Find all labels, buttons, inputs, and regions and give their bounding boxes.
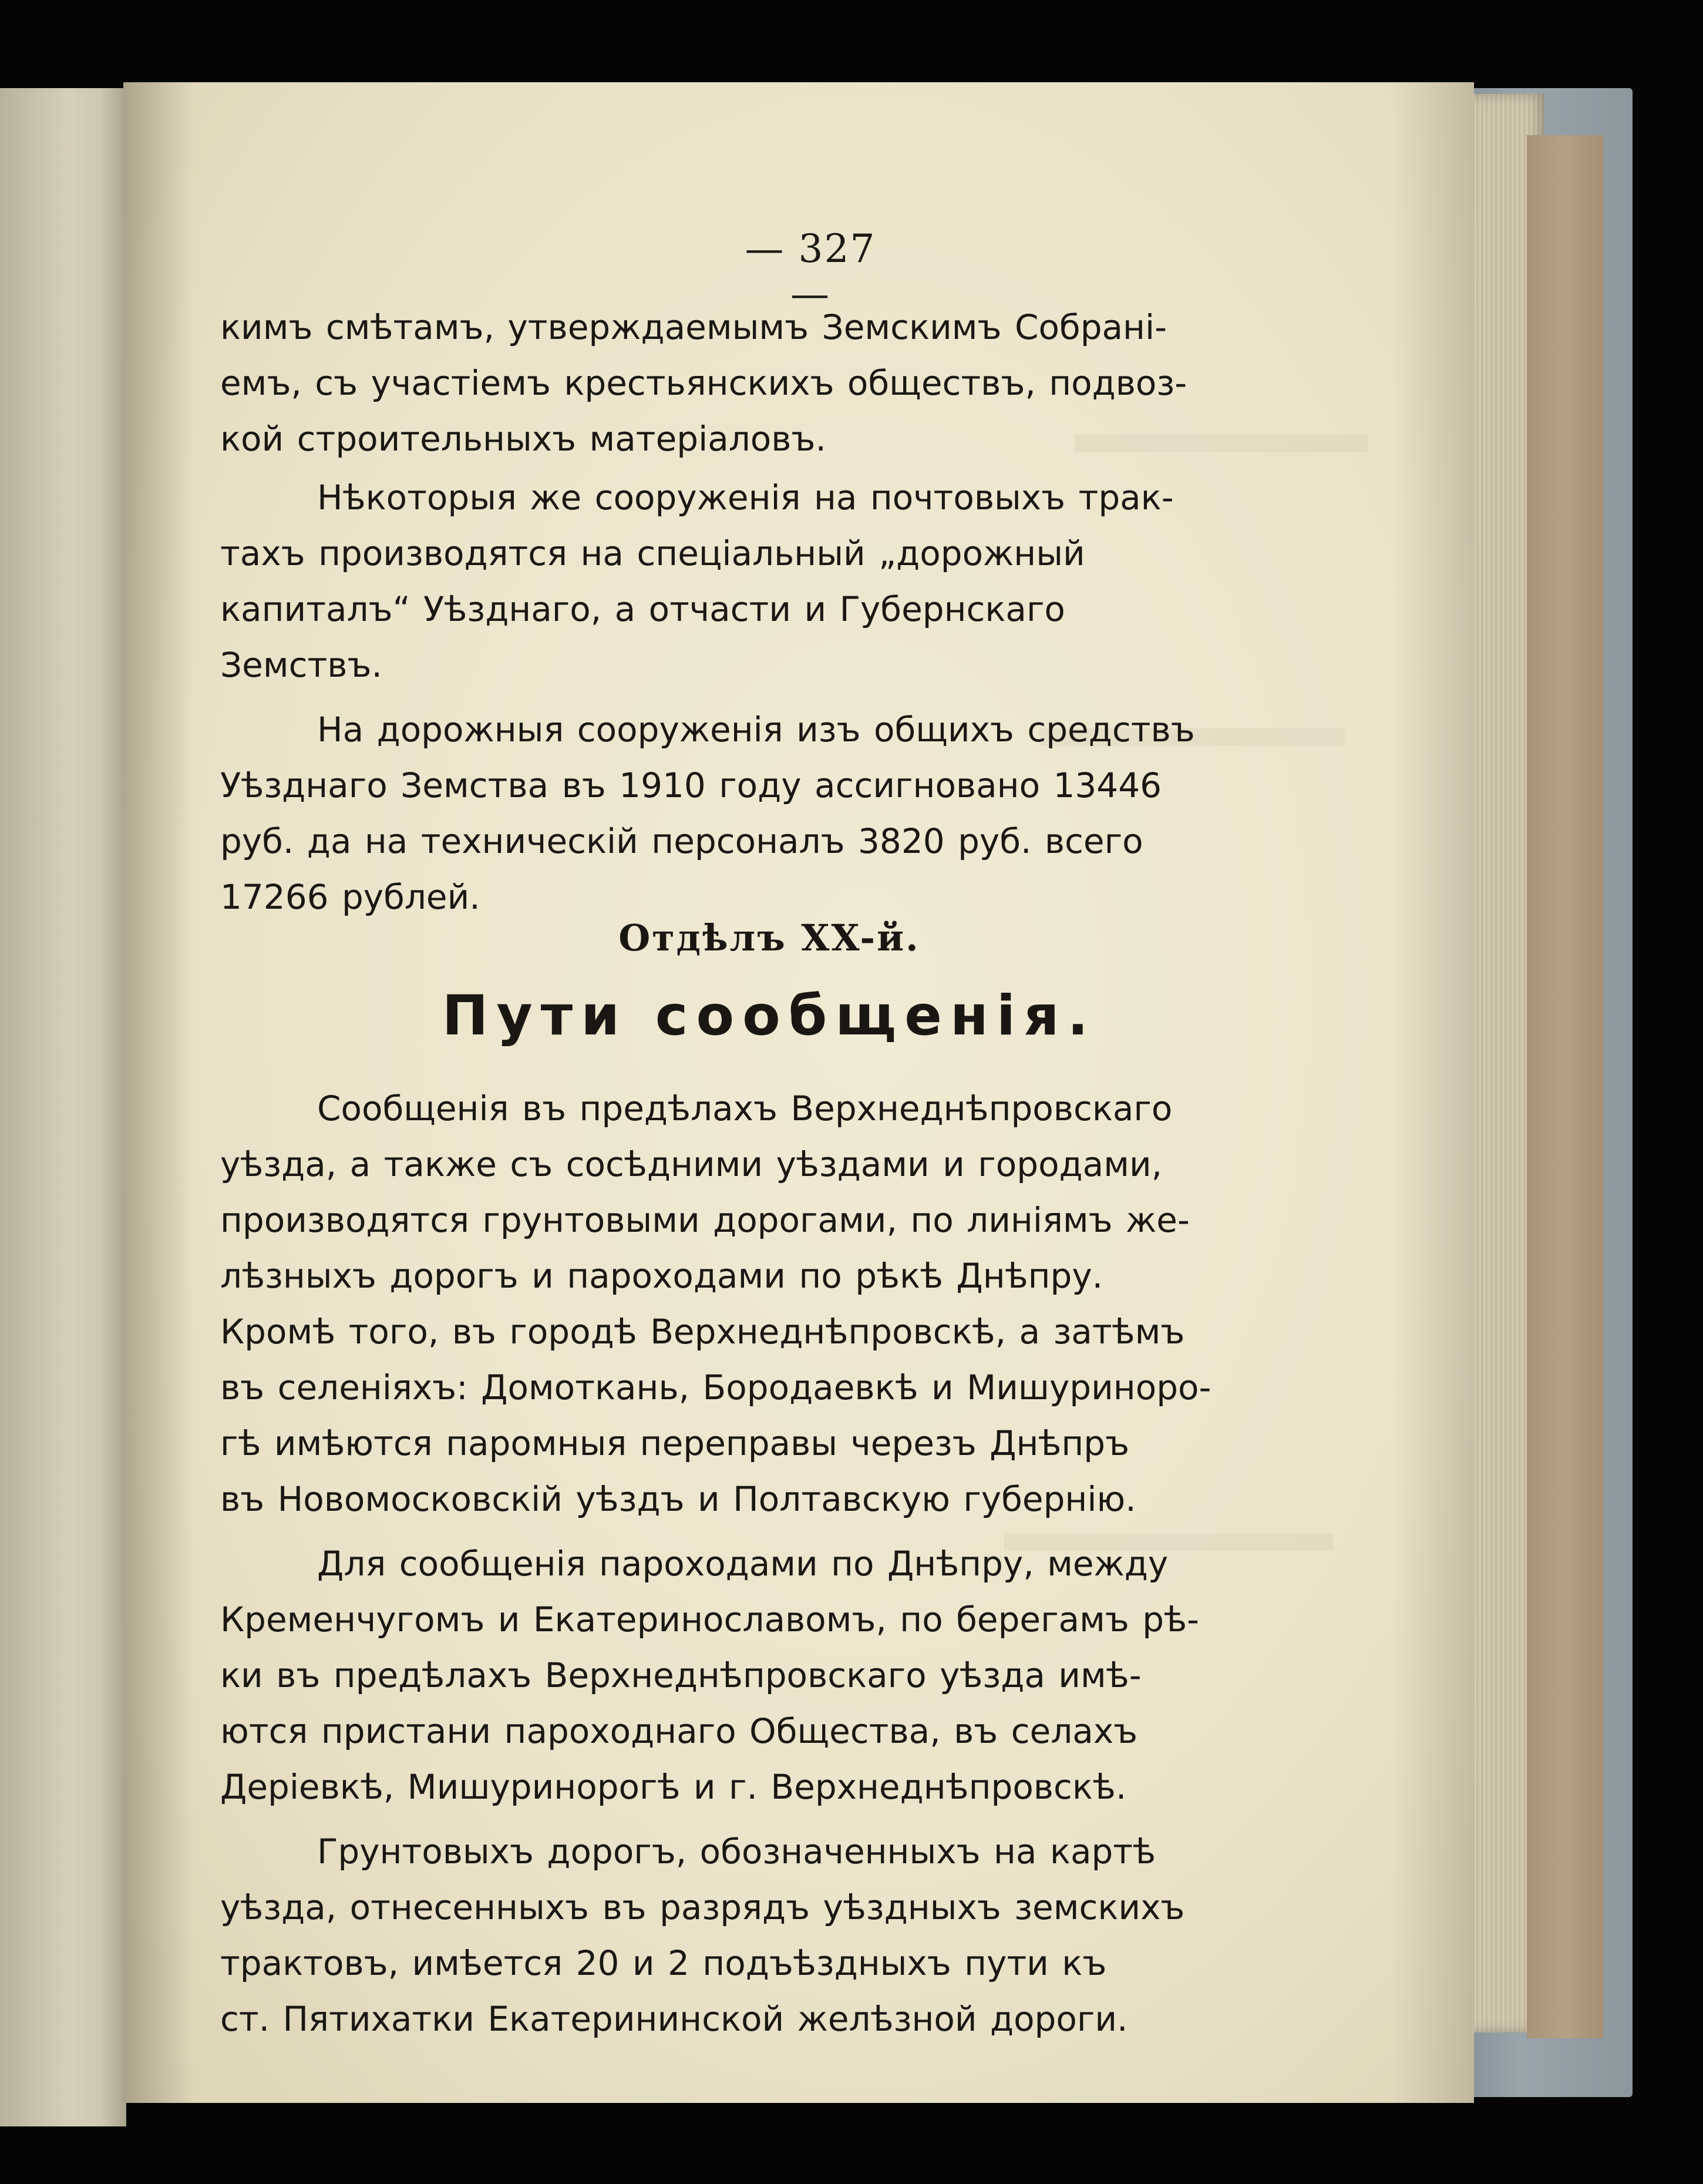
text-line: Кременчугомъ и Екатеринославомъ, по берегамъ рѣ- (220, 1600, 1199, 1639)
text-line: Для сообщенiя пароходами по Днѣпру, между (317, 1544, 1169, 1584)
text-line: кой строительныхъ матерiаловъ. (220, 419, 826, 459)
gutter-shadow (123, 82, 194, 2103)
text-line: руб. да на техническiй персоналъ 3820 руб. всего (220, 821, 1143, 861)
paragraph-continuation (220, 300, 1318, 467)
page-curve-shadow (1392, 82, 1474, 2103)
text-line: капиталъ“ Уѣзднаго, а отчасти и Губернскаго (220, 589, 1065, 629)
text-line: въ Новомосковскiй уѣздъ и Полтавскую губернiю. (220, 1479, 1136, 1519)
text-line: гѣ имѣются паромныя переправы черезъ Днѣпръ (220, 1423, 1130, 1463)
text-line: лѣзныхъ дорогъ и пароходами по рѣкѣ Днѣпру. (220, 1256, 1103, 1296)
text-line: Земствъ. (220, 645, 382, 685)
text-line: кимъ смѣтамъ, утверждаемымъ Земскимъ Собранi- (220, 307, 1167, 347)
text-line: ки въ предѣлахъ Верхнеднѣпровскаго уѣзда имѣ- (220, 1655, 1142, 1695)
text-line: Кромѣ того, въ городѣ Верхнеднѣпровскѣ, а затѣмъ (220, 1312, 1185, 1352)
section-title: Пути сообщенiя. (442, 984, 1097, 1048)
text-line: производятся грунтовыми дорогами, по линiямъ же- (220, 1200, 1190, 1240)
paragraph (220, 1081, 1318, 1527)
text-line: На дорожныя сооруженiя изъ общихъ средствъ (317, 710, 1195, 750)
text-line: Нѣкоторыя же сооруженiя на почтовыхъ трак- (317, 478, 1174, 518)
text-line: уѣзда, отнесенныхъ въ разрядъ уѣздныхъ земскихъ (220, 1887, 1185, 1927)
paragraph (220, 1824, 1318, 2047)
left-page-edge (0, 88, 126, 2126)
text-line: Дерiевкѣ, Мишуринорогѣ и г. Верхнеднѣпровскѣ. (220, 1767, 1127, 1807)
text-line: ст. Пятихатки Екатерининской желѣзной дороги. (220, 1999, 1128, 2039)
text-line: трактовъ, имѣется 20 и 2 подъѣздныхъ пути къ (220, 1943, 1107, 1983)
text-line: Уѣзднаго Земства въ 1910 году ассигновано 13446 (220, 765, 1162, 805)
text-line: Грунтовыхъ дорогъ, обозначенныхъ на картѣ (317, 1832, 1156, 1871)
endpaper (1527, 135, 1603, 2038)
section-label: Отдѣлъ XX-й. (618, 916, 920, 959)
book-page (123, 82, 1474, 2103)
text-line: тахъ производятся на спецiальный „дорожный (220, 533, 1085, 573)
paragraph (220, 702, 1318, 925)
paragraph (220, 1536, 1318, 1815)
text-line: ются пристани пароходнаго Общества, въ селахъ (220, 1711, 1138, 1751)
page-number: — 327 — (745, 226, 876, 317)
text-line: уѣзда, а также съ сосѣдними уѣздами и городами, (220, 1144, 1163, 1184)
text-line: емъ, съ участiемъ крестьянскихъ обществъ, подвоз- (220, 363, 1187, 403)
text-line: Сообщенiя въ предѣлахъ Верхнеднѣпровскаго (317, 1088, 1173, 1128)
paragraph (220, 470, 1318, 693)
text-line: въ селенiяхъ: Домоткань, Бородаевкѣ и Мишуриноро- (220, 1367, 1211, 1407)
text-line: 17266 рублей. (220, 877, 480, 917)
